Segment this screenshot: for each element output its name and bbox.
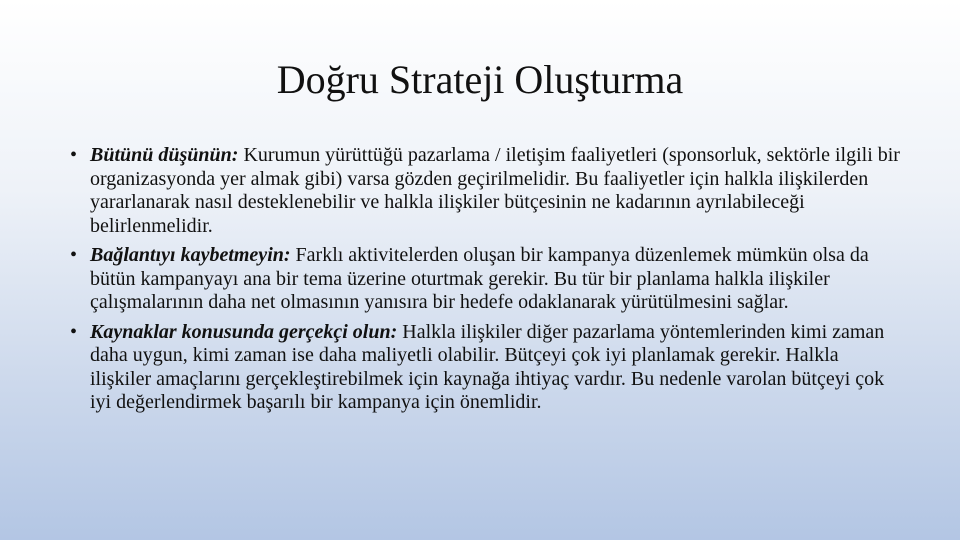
bullet-text: Farklı aktivitelerden oluşan bir kampanya düzenlemek mümkün olsa da bütün kampanyayı ana bir tema üzerine oturtmak gerekir. Bu tür bir planlama halkla ilişkiler çalışmalarının daha net olmasının yanısıra bir hedefe odaklanarak yürütülmesini sağlar. bbox=[90, 244, 869, 313]
bullet-lead: Bütünü düşünün: bbox=[90, 144, 239, 166]
bullet-item bbox=[70, 144, 900, 238]
bullet-lead: Bağlantıyı kaybetmeyin: bbox=[90, 244, 291, 266]
bullet-list bbox=[70, 144, 900, 421]
bullet-icon: • bbox=[70, 144, 78, 166]
bullet-item bbox=[70, 321, 900, 415]
bullet-lead: Kaynaklar konusunda gerçekçi olun: bbox=[90, 320, 398, 343]
bullet-icon: • bbox=[70, 244, 78, 266]
bullet-text: Kurumun yürüttüğü pazarlama / iletişim faaliyetleri (sponsorluk, sektörle ilgili bir organizasyonda yer almak gibi) varsa gözden geçirilmelidir. Bu faaliyetler için halkla ilişkilerden yararlanarak nasıl desteklenebilir ve halkla ilişkiler bütçesinin ne kadarının ayrılabileceği belirlenmelidir. bbox=[90, 144, 900, 237]
bullet-icon: • bbox=[70, 320, 78, 343]
slide-title: Doğru Strateji Oluşturma bbox=[276, 57, 684, 102]
bullet-text: Halkla ilişkiler diğer pazarlama yöntemlerinden kimi zaman daha uygun, kimi zaman ise daha maliyetli olabilir. Bütçeyi çok iyi planlamak gerekir. Halkla ilişkiler amaçlarını gerçekleştirebilmek için kaynağa ihtiyaç vardır. Bu nedenle varolan bütçeyi çok iyi değerlendirmek başarılı bir kampanya için önemlidir. bbox=[90, 320, 885, 413]
bullet-item bbox=[70, 244, 900, 315]
